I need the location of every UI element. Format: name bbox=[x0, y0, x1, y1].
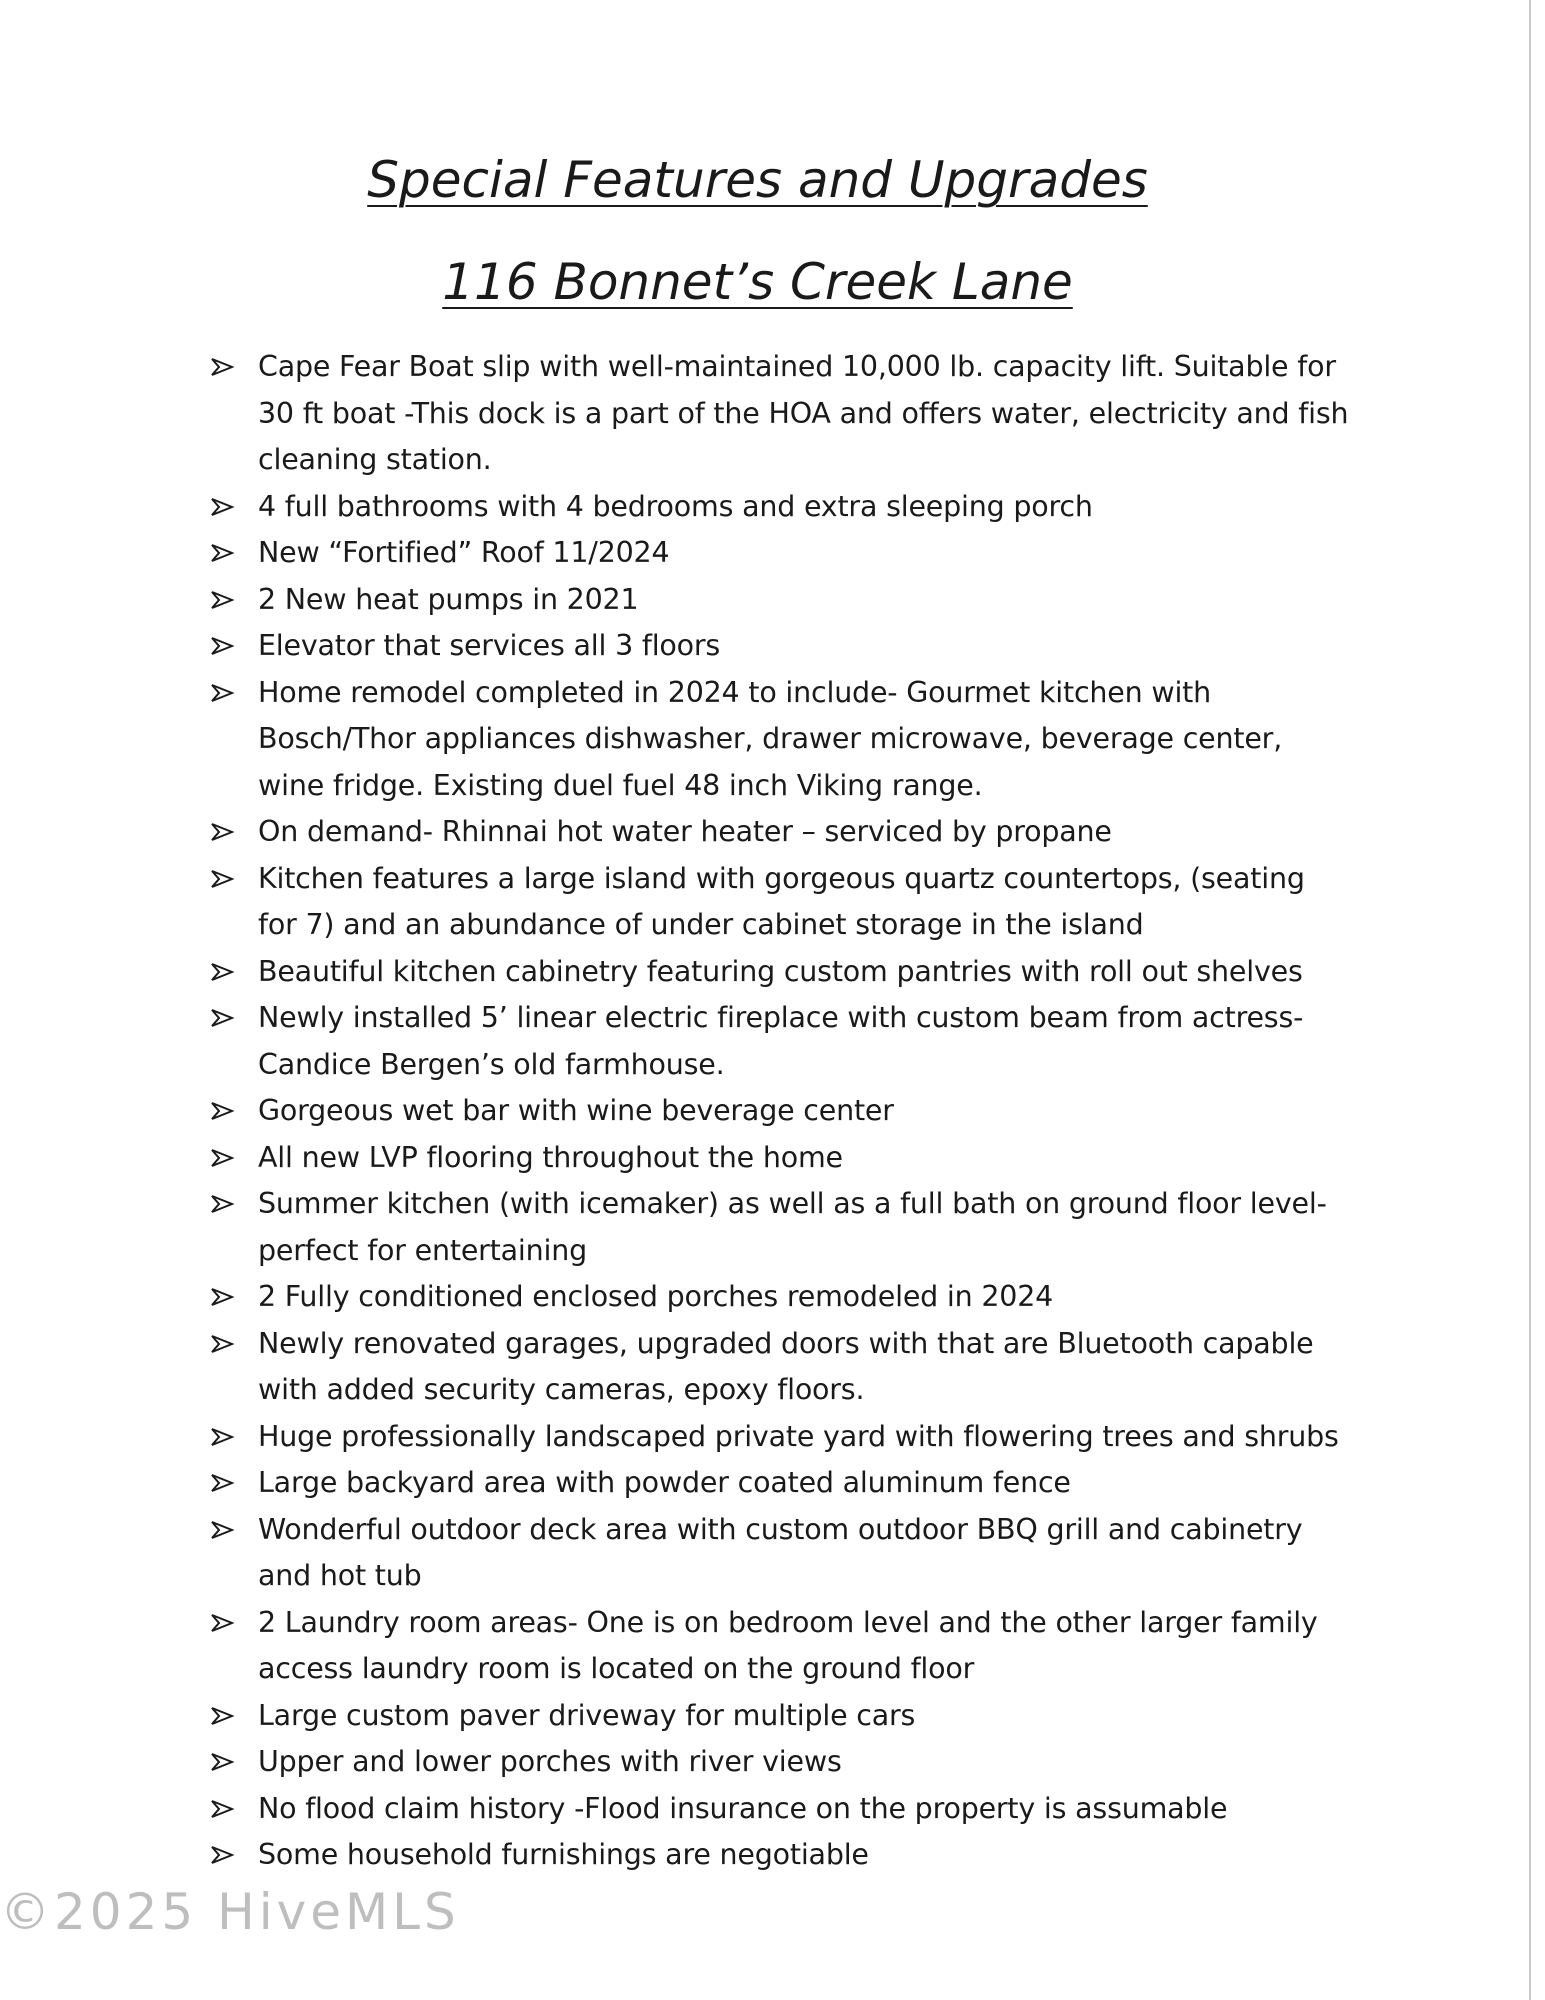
feature-text: Large custom paver driveway for multiple cars bbox=[258, 1698, 916, 1732]
feature-item bbox=[210, 1786, 1350, 1833]
feature-text: Cape Fear Boat slip with well-maintained 10,000 lb. capacity lift. Suitable for 30 ft boat -This dock is a part of the HOA and offers water, electricity and fish cleaning station. bbox=[258, 350, 1349, 476]
arrowhead-bullet-icon bbox=[210, 1473, 234, 1493]
property-address: 116 Bonnet’s Creek Lane bbox=[442, 253, 1073, 311]
feature-text: Large backyard area with powder coated aluminum fence bbox=[258, 1466, 1071, 1499]
arrowhead-bullet-icon bbox=[210, 869, 234, 889]
feature-text: Home remodel completed in 2024 to include- Gourmet kitchen with Bosch/Thor appliances dishwasher, drawer microwave, beverage center, wine fridge. Existing duel fuel 48 inch Viking range. bbox=[258, 675, 1283, 802]
feature-text: Beautiful kitchen cabinetry featuring custom pantries with roll out shelves bbox=[258, 954, 1303, 988]
feature-text: Some household furnishings are negotiable bbox=[258, 1838, 869, 1871]
feature-item bbox=[210, 809, 1350, 856]
feature-item bbox=[210, 1321, 1350, 1414]
feature-text: Newly installed 5’ linear electric fireplace with custom beam from actress- Candice Bergen’s old farmhouse. bbox=[258, 1001, 1304, 1081]
feature-item bbox=[210, 1600, 1350, 1693]
feature-item bbox=[210, 670, 1350, 810]
arrowhead-bullet-icon bbox=[210, 1706, 234, 1726]
arrowhead-bullet-icon bbox=[210, 497, 234, 517]
feature-item bbox=[210, 995, 1350, 1088]
feature-item bbox=[210, 484, 1350, 531]
feature-item bbox=[210, 1832, 1350, 1879]
feature-item bbox=[210, 623, 1350, 670]
feature-text: Wonderful outdoor deck area with custom outdoor BBQ grill and cabinetry and hot tub bbox=[258, 1512, 1303, 1592]
feature-text: 4 full bathrooms with 4 bedrooms and extra sleeping porch bbox=[258, 489, 1093, 523]
feature-item bbox=[210, 1739, 1350, 1786]
arrowhead-bullet-icon bbox=[210, 1334, 234, 1354]
arrowhead-bullet-icon bbox=[210, 683, 234, 703]
feature-item bbox=[210, 1274, 1350, 1321]
feature-text: New “Fortified” Roof 11/2024 bbox=[258, 536, 670, 569]
feature-text: 2 Fully conditioned enclosed porches remodeled in 2024 bbox=[258, 1280, 1054, 1313]
feature-item bbox=[210, 577, 1350, 624]
feature-text: On demand- Rhinnai hot water heater – serviced by propane bbox=[258, 815, 1112, 848]
feature-text: Gorgeous wet bar with wine beverage center bbox=[258, 1094, 894, 1127]
feature-text: All new LVP flooring throughout the home bbox=[258, 1140, 843, 1174]
feature-item bbox=[210, 1414, 1350, 1461]
feature-item bbox=[210, 1507, 1350, 1600]
arrowhead-bullet-icon bbox=[210, 1799, 234, 1819]
arrowhead-bullet-icon bbox=[210, 590, 234, 610]
feature-item bbox=[210, 856, 1350, 949]
feature-text: Huge professionally landscaped private yard with flowering trees and shrubs bbox=[258, 1419, 1339, 1453]
feature-text: Newly renovated garages, upgraded doors with that are Bluetooth capable with added security cameras, epoxy floors. bbox=[258, 1326, 1314, 1406]
feature-item bbox=[210, 949, 1350, 996]
feature-text: Elevator that services all 3 floors bbox=[258, 629, 721, 662]
arrowhead-bullet-icon bbox=[210, 357, 234, 377]
feature-text: Upper and lower porches with river views bbox=[258, 1745, 842, 1778]
copyright-watermark: ©2025 HiveMLS bbox=[0, 1883, 460, 1941]
arrowhead-bullet-icon bbox=[210, 822, 234, 842]
arrowhead-bullet-icon bbox=[210, 1148, 234, 1168]
feature-item bbox=[210, 344, 1350, 484]
arrowhead-bullet-icon bbox=[210, 1287, 234, 1307]
arrowhead-bullet-icon bbox=[210, 1008, 234, 1028]
feature-text: 2 New heat pumps in 2021 bbox=[258, 582, 639, 616]
feature-item bbox=[210, 1460, 1350, 1507]
feature-item bbox=[210, 1181, 1350, 1274]
arrowhead-bullet-icon bbox=[210, 1752, 234, 1772]
arrowhead-bullet-icon bbox=[210, 1101, 234, 1121]
feature-text: 2 Laundry room areas- One is on bedroom level and the other larger family access laundry room is located on the ground floor bbox=[258, 1605, 1318, 1685]
arrowhead-bullet-icon bbox=[210, 1613, 234, 1633]
feature-item bbox=[210, 530, 1350, 577]
feature-item bbox=[210, 1135, 1350, 1182]
arrowhead-bullet-icon bbox=[210, 1520, 234, 1540]
feature-text: No flood claim history -Flood insurance on the property is assumable bbox=[258, 1791, 1228, 1825]
document-title: Special Features and Upgrades bbox=[367, 151, 1148, 209]
arrowhead-bullet-icon bbox=[210, 1194, 234, 1214]
feature-item bbox=[210, 1693, 1350, 1740]
arrowhead-bullet-icon bbox=[210, 1845, 234, 1865]
feature-list bbox=[210, 344, 1350, 1879]
feature-text: Summer kitchen (with icemaker) as well as a full bath on ground floor level- perfect for entertaining bbox=[258, 1187, 1327, 1267]
arrowhead-bullet-icon bbox=[210, 543, 234, 563]
arrowhead-bullet-icon bbox=[210, 636, 234, 656]
feature-item bbox=[210, 1088, 1350, 1135]
arrowhead-bullet-icon bbox=[210, 962, 234, 982]
arrowhead-bullet-icon bbox=[210, 1427, 234, 1447]
feature-text: Kitchen features a large island with gorgeous quartz countertops, (seating for 7) and an abundance of under cabinet storage in the island bbox=[258, 861, 1305, 941]
